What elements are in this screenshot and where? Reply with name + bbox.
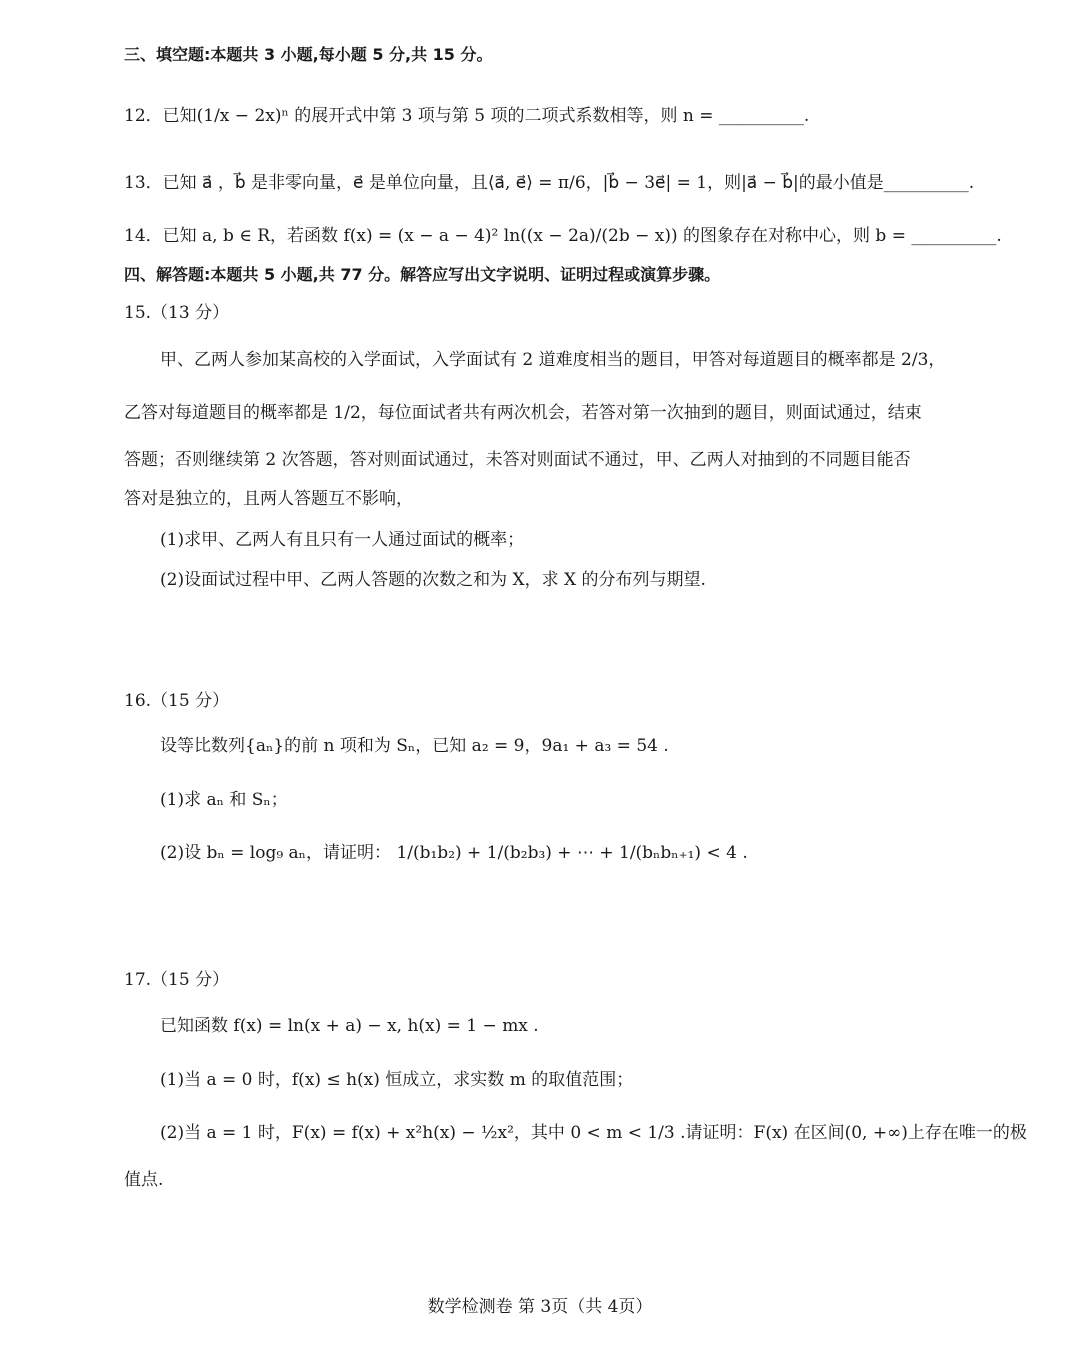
question-13: 13．已知 a⃗ ，b⃗ 是非零向量，e⃗ 是单位向量，且⟨a⃗, e⃗⟩ = π/6，|b⃗ − 3e⃗| = 1，则|a⃗ − b⃗|的最小值是__________.: [124, 173, 975, 193]
question-16-part-1: (1)求 aₙ 和 Sₙ；: [160, 790, 288, 810]
page-footer: 数学检测卷 第 3页（共 4页）: [427, 1297, 653, 1317]
question-16-stem: 设等比数列{aₙ}的前 n 项和为 Sₙ，已知 a₂ = 9，9a₁ + a₃ = 54 .: [160, 736, 669, 756]
question-15-number: 15.（13 分）: [124, 303, 230, 323]
question-15-line-4: 答对是独立的，且两人答题互不影响，: [124, 489, 413, 509]
question-17-part-2-line-1: (2)当 a = 1 时，F(x) = f(x) + x²h(x) − ½x²，其中 0 < m < 1/3 .请证明：F(x) 在区间(0, +∞)上存在唯一的极: [160, 1123, 1027, 1143]
question-17-part-1: (1)当 a = 0 时，f(x) ≤ h(x) 恒成立，求实数 m 的取值范围；: [160, 1070, 634, 1090]
question-17-part-2-line-2: 值点.: [124, 1170, 164, 1190]
section-3-heading: 三、填空题:本题共 3 小题,每小题 5 分,共 15 分。: [124, 45, 493, 64]
question-15-part-2: (2)设面试过程中甲、乙两人答题的次数之和为 X，求 X 的分布列与期望.: [160, 570, 706, 590]
question-15-line-3: 答题；否则继续第 2 次答题，答对则面试通过，未答对则面试不通过，甲、乙两人对抽到的不同题目能否: [124, 450, 911, 470]
question-14: 14．已知 a, b ∈ R，若函数 f(x) = (x − a − 4)² ln((x − 2a)/(2b − x)) 的图象存在对称中心，则 b = __________.: [124, 226, 1002, 246]
question-16-part-2: (2)设 bₙ = log₉ aₙ，请证明： 1/(b₁b₂) + 1/(b₂b₃) + ⋯ + 1/(bₙbₙ₊₁) < 4 .: [160, 843, 748, 863]
question-15-line-1: 甲、乙两人参加某高校的入学面试，入学面试有 2 道难度相当的题目，甲答对每道题目的概率都是 2/3，: [160, 350, 946, 370]
question-16-number: 16.（15 分）: [124, 691, 230, 711]
question-12: 12．已知(1/x − 2x)ⁿ 的展开式中第 3 项与第 5 项的二项式系数相等，则 n = __________.: [124, 106, 810, 126]
question-17-number: 17.（15 分）: [124, 970, 230, 990]
question-15-line-2: 乙答对每道题目的概率都是 1/2，每位面试者共有两次机会，若答对第一次抽到的题目，则面试通过，结束: [124, 403, 922, 423]
question-17-stem: 已知函数 f(x) = ln(x + a) − x, h(x) = 1 − mx .: [160, 1016, 539, 1036]
section-4-heading: 四、解答题:本题共 5 小题,共 77 分。解答应写出文字说明、证明过程或演算步骤。: [124, 265, 721, 284]
question-15-part-1: (1)求甲、乙两人有且只有一人通过面试的概率；: [160, 530, 525, 550]
